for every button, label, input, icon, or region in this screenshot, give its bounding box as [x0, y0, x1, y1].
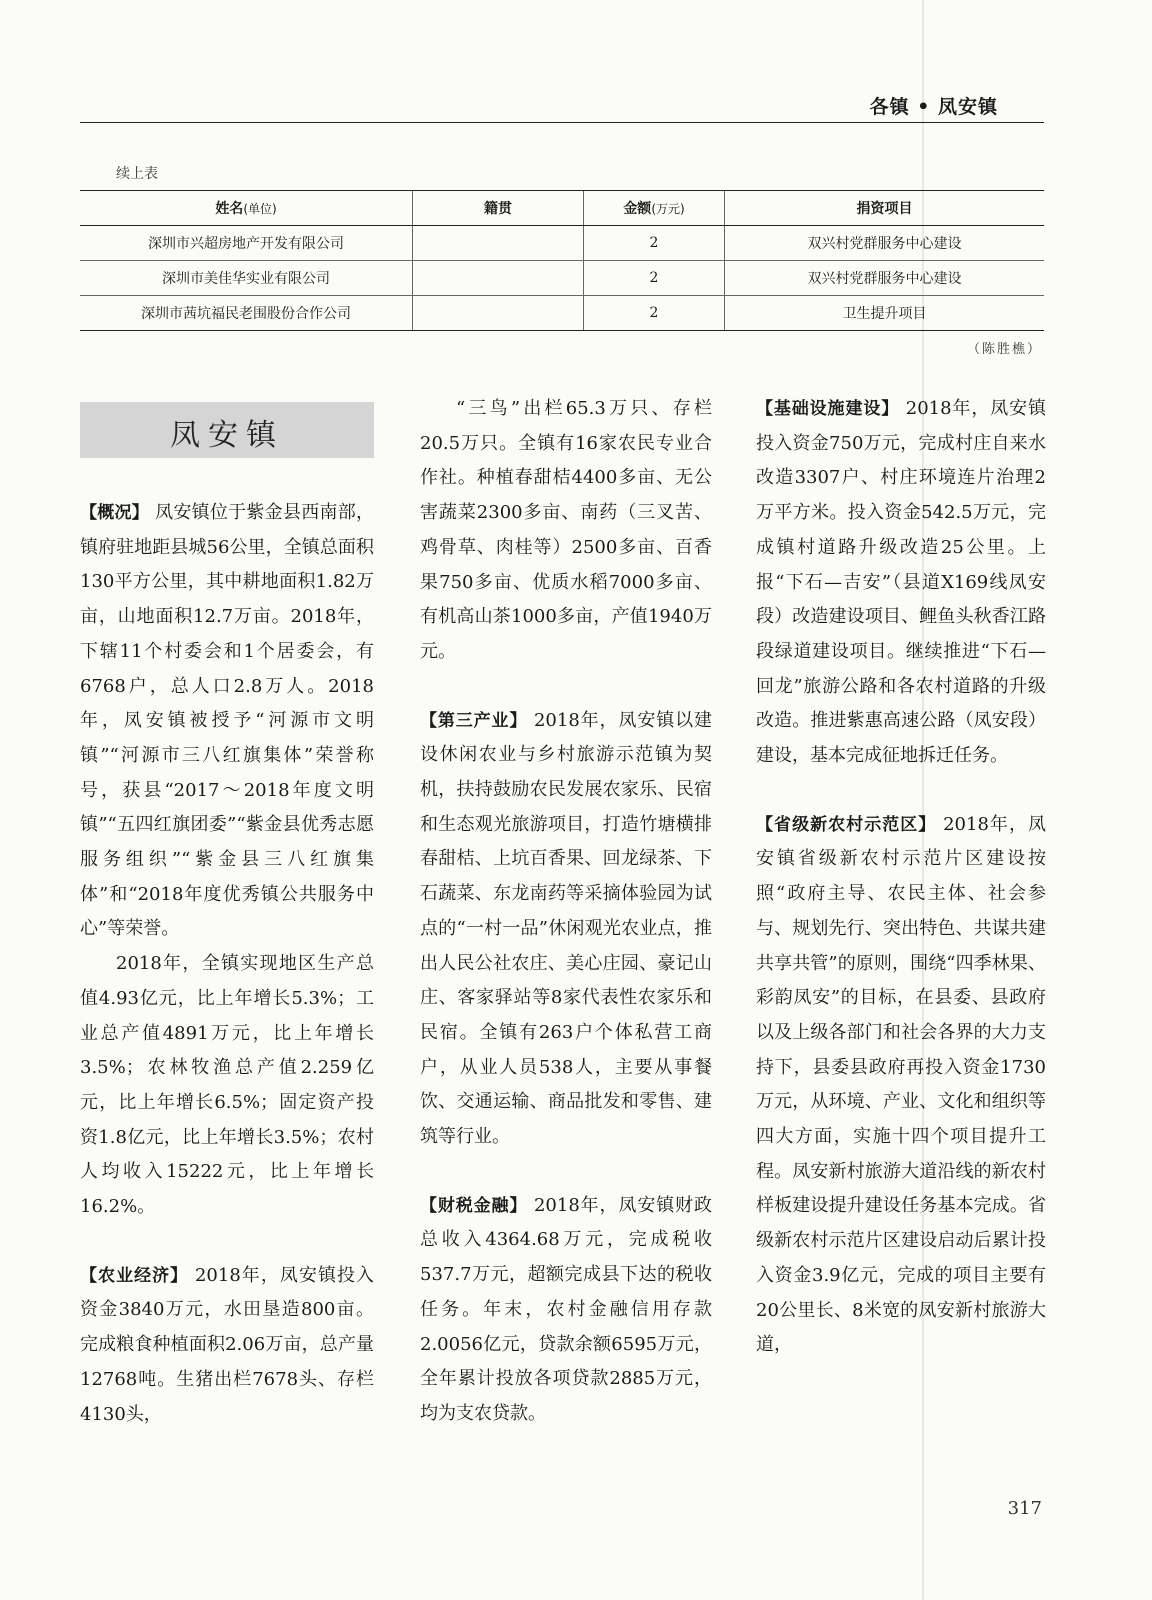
cell-amount: 2	[584, 296, 725, 331]
cell-project: 卫生提升项目	[725, 296, 1045, 331]
table-row	[80, 226, 1044, 261]
paragraph-agriculture-cont: “三鸟”出栏65.3万只、存栏20.5万只。全镇有16家农民专业合作社。种植春甜桔4400多亩、无公害蔬菜2300多亩、南药（三叉苦、鸡骨草、肉桂等）2500多亩、百香果750多亩、优质水稻7000多亩、有机高山茶1000多亩，产值1940万元。	[420, 398, 712, 662]
text-column-3	[756, 392, 1046, 1363]
text-column-2	[420, 392, 712, 1432]
column-header-name: 姓名(单位)	[80, 191, 413, 226]
cell-project: 双兴村党群服务中心建设	[725, 261, 1045, 296]
paragraph-finance: 【财税金融】 2018年，凤安镇财政总收入4364.68万元，完成税收537.7万元，超额完成县下达的税收任务。年末，农村金融信用存款2.0056亿元，贷款余额6595万元，全年累计投放各项贷款2885万元，均为支农贷款。	[420, 1194, 713, 1424]
cell-origin	[413, 261, 584, 296]
donation-table	[80, 190, 1044, 331]
column-header-origin: 籍贯	[413, 191, 584, 226]
keyword-new-village: 【省级新农村示范区】	[756, 814, 937, 835]
text-column-1	[80, 496, 374, 1432]
paragraph-tertiary: 【第三产业】 2018年，凤安镇以建设休闲农业与乡村旅游示范镇为契机，扶持鼓励农民发展农家乐、民宿和生态观光旅游项目，打造竹塘横排春甜桔、上坑百香果、回龙绿茶、下石蔬菜、东龙南药等采摘体验园为试点的“一村一品”休闲观光农业点，推出人民公社农庄、美心庄园、豪记山庄、客家驿站等8家代表性农家乐和民宿。全镇有263户个体私营工商户，从业人员538人，主要从事餐饮、交通运输、商品批发和零售、建筑等行业。	[420, 709, 713, 1148]
table-header-row	[80, 191, 1044, 226]
paragraph-infrastructure: 【基础设施建设】 2018年，凤安镇投入资金750万元，完成村庄自来水改造3307户、村庄环境连片治理2万平方米。投入资金542.5万元，完成镇村道路升级改造25公里。上报“下石—吉安”（县道X169线凤安段）改造建设项目、鲤鱼头秋香江路段绿道建设项目。继续推进“下石—回龙”旅游公路和各农村道路的升级改造。推进紫惠高速公路（凤安段）建设，基本完成征地拆迁任务。	[756, 398, 1047, 767]
cell-name: 深圳市兴超房地产开发有限公司	[80, 226, 413, 261]
running-header	[80, 88, 1044, 123]
cell-amount: 2	[584, 261, 725, 296]
keyword-agriculture: 【农业经济】	[80, 1265, 189, 1286]
keyword-finance: 【财税金融】	[420, 1195, 528, 1216]
keyword-overview: 【概况】	[80, 503, 150, 523]
paragraph-agriculture: 【农业经济】 2018年，凤安镇投入资金3840万元，水田垦造800亩。完成粮食种植面积2.06万亩，总产量12768吨。生猪出栏7678头、存栏4130头，	[80, 1264, 375, 1425]
keyword-tertiary: 【第三产业】	[420, 710, 528, 731]
section-title-box	[80, 402, 374, 458]
cell-amount: 2	[584, 226, 725, 261]
column-header-project: 捐资项目	[725, 191, 1045, 226]
header-title: 各镇 • 凤安镇	[869, 96, 998, 118]
keyword-infrastructure: 【基础设施建设】	[756, 399, 900, 419]
paragraph-overview: 【概况】 凤安镇位于紫金县西南部，镇府驻地距县城56公里，全镇总面积130平方公里，其中耕地面积1.82万亩，山地面积12.7万亩。2018年，下辖11个村委会和1个居委会，有6768户，总人口2.8万人。2018年，凤安镇被授予“河源市文明镇”“河源市三八红旗集体”荣誉称号，获县“2017～2018年度文明镇”“五四红旗团委”“紫金县优秀志愿服务组织”“紫金县三八红旗集体”和“2018年度优秀镇公共服务中心”等荣誉。	[80, 502, 375, 940]
page-number: 317	[1007, 1498, 1042, 1519]
cell-name: 深圳市茜坑福民老围股份合作公司	[80, 296, 413, 331]
paragraph-economy: 2018年，全镇实现地区生产总值4.93亿元，比上年增长5.3%；工业总产值4891万元，比上年增长3.5%；农林牧渔总产值2.259亿元，比上年增长6.5%；固定资产投资1.8亿元，比上年增长3.5%；农村人均收入15222元，比上年增长16.2%。	[80, 953, 374, 1218]
column-header-amount: 金额(万元)	[584, 191, 725, 226]
table-row	[80, 261, 1044, 296]
section-title: 凤安镇	[170, 418, 284, 453]
table-continued-label: 续上表	[116, 166, 158, 182]
cell-origin	[413, 226, 584, 261]
table-row	[80, 296, 1044, 331]
paragraph-new-village: 【省级新农村示范区】 2018年，凤安镇省级新农村示范片区建设按照“政府主导、农民主体、社会参与、规划先行、突出特色、共谋共建共享共管”的原则，围绕“四季林果、彩韵凤安”的目标，在县委、县政府以及上级各部门和社会各界的大力支持下，县委县政府再投入资金1730万元，从环境、产业、文化和组织等四大方面，实施十四个项目提升工程。凤安新村旅游大道沿线的新农村样板建设提升建设任务基本完成。省级新农村示范片区建设启动后累计投入资金3.9亿元，完成的项目主要有20公里长、8米宽的凤安新村旅游大道，	[756, 813, 1046, 1356]
table-credit: （陈胜樵）	[966, 342, 1042, 357]
cell-name: 深圳市美佳华实业有限公司	[80, 261, 413, 296]
cell-origin	[413, 296, 584, 331]
cell-project: 双兴村党群服务中心建设	[725, 226, 1045, 261]
